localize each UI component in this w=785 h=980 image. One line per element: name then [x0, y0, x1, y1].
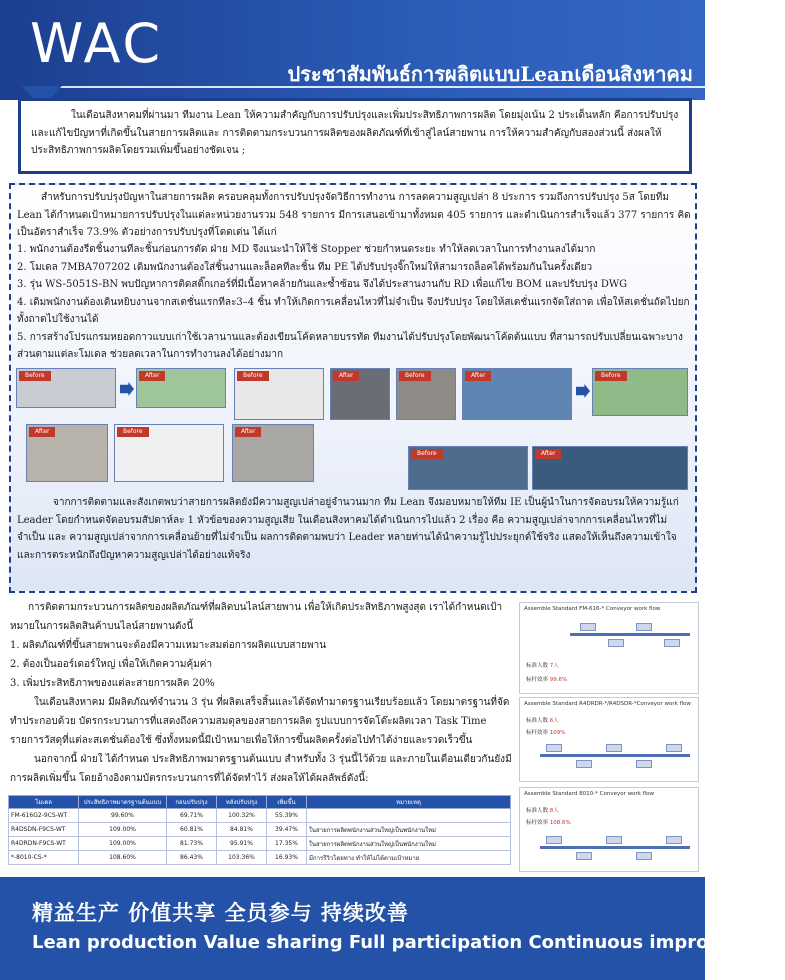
conveyor-goal-2: 2. ต้องเป็นออร์เดอร์ใหญ่ เพื่อให้เกิดความคุ้มค่า: [10, 659, 213, 670]
sop-value: 7人: [549, 663, 559, 669]
cell: 86.43%: [167, 851, 217, 865]
sop-flow-chart-3: [519, 787, 699, 872]
sop-flow-chart-1: [519, 602, 699, 694]
sop-efficiency: [526, 818, 571, 826]
sop-value: 99.6%: [549, 677, 568, 683]
cell: มีการรีวิวโดยทาง ทำให้ไม่ได้ตามเป้าหมาย: [307, 851, 511, 865]
sop-headcount: [526, 661, 559, 669]
improvement-item-5: 5. การสร้างโปรแกรมหยอดกาวแบบเก่าใช้เวลานานและต้องเขียนโค้ดหลายบรรทัด ทีมงานได้ปรับปรุงโดยพัฒนาโค้ดต้นแบบ ที่สามารถปรับเปลี่ยนเฉพาะบางส่วนตามแต่ละโมเดล ช่วยลดเวลาในการทำงานลงได้อย่างมาก: [17, 331, 683, 360]
sop-efficiency: [526, 675, 567, 683]
cell: [307, 809, 511, 823]
sop-flow-chart-2: [519, 697, 699, 782]
table-row: [9, 809, 511, 823]
sop-value: 8人: [549, 808, 559, 814]
cell: 84.81%: [217, 823, 267, 837]
improvement-item-1: 1. พนักงานต้องรีดชิ้นงานทีละชิ้นก่อนการตัด ฝ่าย MD จึงแนะนำให้ใช้ Stopper ช่วยกำหนดระยะ ทำให้ลดเวลาในการทำงานลงได้มาก: [17, 244, 596, 255]
table-row: [9, 851, 511, 865]
station: [636, 852, 652, 860]
cell: ในสายการผลิตพนักงานส่วนใหญ่เป็นพนักงานใหม่: [307, 837, 511, 851]
improvement-item-2: 2. โมเดล 7MBA707202 เดิมพนักงานต้องใส่ชิ้นงานและล็อคทีละชิ้น ทีม PE ได้ปรับปรุงจิ๊กใหม่ให้สามารถล็อคได้พร้อมกันในครั้งเดียว: [17, 261, 593, 273]
wac-logo: WAC: [30, 12, 164, 75]
footer-slogan-english: Lean production Value sharing Full participation Continuous improvement: [32, 932, 785, 953]
arrow-icon: [120, 382, 134, 396]
photo-11: [408, 446, 528, 490]
improvement-item-4: 4. เดิมพนักงานต้องเดินหยิบงานจากสเตชั่นแรกทีละ3–4 ชิ้น ทำให้เกิดการเคลื่อนไหวที่ไม่จำเป็น จึงปรับปรุง โดยให้สเตชั่นแรกจัดใส่ถาด เพื่อให้สเตชั่นถัดไปยกทั้งถาดไปใช้งานได้: [17, 296, 690, 325]
photo-tag: After: [235, 427, 261, 437]
station: [664, 639, 680, 647]
cell: R4DSDN-F9CS-WT: [9, 823, 79, 837]
cell: 39.47%: [267, 823, 307, 837]
conveyor-goal-1: 1. ผลิตภัณฑ์ที่ขึ้นสายพานจะต้องมีความเหมาะสมต่อการผลิตแบบสายพาน: [10, 640, 327, 651]
conveyor-line: [540, 846, 690, 849]
conveyor-section: [10, 598, 515, 788]
footer-slogan-chinese: 精益生产 价值共享 全员参与 持续改善: [32, 901, 409, 925]
before-after-photos: [16, 368, 692, 488]
photo-3: [234, 368, 324, 420]
photo-tag: Before: [117, 427, 149, 437]
table-row: [9, 837, 511, 851]
station: [546, 836, 562, 844]
table-header-row: [9, 796, 511, 809]
photo-1: [16, 368, 116, 408]
cell: 81.73%: [167, 837, 217, 851]
sop-title: Assemble Standard R4DRDR-*/R4DSDR-*Conveyor work flow: [524, 701, 691, 707]
station: [666, 836, 682, 844]
sop-label: 标杆效率: [526, 677, 549, 683]
sop-label: 标杆效率: [526, 820, 549, 826]
footer-banner: [0, 877, 785, 980]
photo-tag: Before: [411, 449, 443, 459]
station: [576, 852, 592, 860]
table-row: [9, 823, 511, 837]
improvement-item-3: 3. รุ่น WS-5051S-BN พบปัญหาการติดสติ๊กเกอร์ที่มีเนื้อหาคล้ายกันและซ้ำซ้อน จึงได้ประสานงานกับ RD เพื่อแก้ไข BOM และปรับปรุง DWG: [17, 279, 628, 290]
cell: 55.39%: [267, 809, 307, 823]
training-paragraph: จากการติดตามและสังเกตพบว่าสายการผลิตยังมีความสูญเปล่าอยู่จำนวนมาก ทีม Lean จึงมอบหมายให้ทีม IE เป็นผู้นำในการจัดอบรมให้ความรู้แก่ Leader โดยกำหนดจัดอบรมสัปดาห์ละ 1 หัวข้อของความสูญเสีย ในเดือนสิงหาคมได้ดำเนินการไปแล้ว 2 เรื่อง คือ ความสูญเปล่าจากการเคลื่อนไหวที่ไม่จำเป็น และ ความสูญเปล่าจากการเคลื่อนย้ายที่ไม่จำเป็น ผลการติดตามพบว่า Leader หลายท่านได้นำความรู้ไปประยุกต์ใช้จริง แสดงให้เห็นถึงความเข้าใจและการตระหนักถึงปัญหาความสูญเปล่าได้อย่างแท้จริง: [17, 497, 679, 561]
station: [666, 744, 682, 752]
photo-tag: Before: [399, 371, 431, 381]
sop-efficiency: [526, 728, 566, 736]
photo-2: [136, 368, 226, 408]
cell: 95.91%: [217, 837, 267, 851]
header-divider: [60, 86, 705, 88]
photo-tag: After: [29, 427, 55, 437]
page-title: ประชาสัมพันธ์การผลิตแบบLeanเดือนสิงหาคม: [287, 62, 693, 86]
cell: FM-616G2-9CS-WT: [9, 809, 79, 823]
sop-value: 108.6%: [549, 820, 571, 826]
sop-label: 标杆效率: [526, 730, 549, 736]
photo-8: [26, 424, 108, 482]
col-after: หลังปรับปรุง: [217, 796, 267, 809]
conveyor-intro: การติดตามกระบวนการผลิตของผลิตภัณฑ์ที่ผลิตบนไลน์สายพาน เพื่อให้เกิดประสิทธิภาพสูงสุด เราได้กำหนดเป้าหมายในการผลิตสินค้าบนไลน์สายพานดังนี้: [10, 602, 503, 632]
intro-box: [18, 98, 692, 174]
sop-title: Assemble Standard 8010-* Conveyor work flow: [524, 791, 654, 797]
photo-9: [114, 424, 224, 482]
arrow-icon: [576, 384, 590, 398]
photo-tag: After: [465, 371, 491, 381]
cell: ในสายการผลิตพนักงานส่วนใหญ่เป็นพนักงานใหม่: [307, 823, 511, 837]
cell: 109.00%: [79, 823, 167, 837]
cell: R4DRDN-F9CS-WT: [9, 837, 79, 851]
station: [636, 760, 652, 768]
col-standard: ประสิทธิภาพมาตรฐานต้นแบบ: [79, 796, 167, 809]
sop-label: 标准人数: [526, 663, 549, 669]
photo-tag: After: [535, 449, 561, 459]
col-before: ก่อนปรับปรุง: [167, 796, 217, 809]
col-increase: เพิ่มขึ้น: [267, 796, 307, 809]
sop-headcount: [526, 806, 559, 814]
sop-value: 109%: [549, 730, 566, 736]
station: [546, 744, 562, 752]
sop-headcount: [526, 716, 559, 724]
improvement-paragraph: สำหรับการปรับปรุงปัญหาในสายการผลิต ครอบคลุมทั้งการปรับปรุงจัดวิธีการทำงาน การลดความสูญเปล่า 8 ประการ รวมถึงการปรับปรุง 5ส โดยทีม Lean ได้กำหนดเป้าหมายการปรับปรุงในแต่ละหน่วยงานรวม 548 รายการ มีการเสนอเข้ามาทั้งหมด 405 รายการ และดำเนินการสำเร็จแล้ว 377 รายการ คิดเป็นอัตราสำเร็จ 73.9% ตัวอย่างการปรับปรุงที่โดดเด่น ได้แก่: [17, 192, 691, 238]
photo-tag: After: [333, 371, 359, 381]
photo-4: [330, 368, 390, 420]
sop-label: 标准人数: [526, 718, 549, 724]
station: [636, 623, 652, 631]
cell: 103.36%: [217, 851, 267, 865]
col-model: โมเดล: [9, 796, 79, 809]
station: [608, 639, 624, 647]
sop-value: 6人: [549, 718, 559, 724]
photo-tag: Before: [237, 371, 269, 381]
sop-label: 标准人数: [526, 808, 549, 814]
cell: *-8010-CS-*: [9, 851, 79, 865]
cell: 108.60%: [79, 851, 167, 865]
conveyor-goal-3: 3. เพิ่มประสิทธิภาพของแต่ละสายการผลิต 20%: [10, 678, 215, 689]
photo-6: [462, 368, 572, 420]
cell: 109.00%: [79, 837, 167, 851]
cell: 16.93%: [267, 851, 307, 865]
photo-7: [592, 368, 688, 416]
results-table: [8, 795, 511, 865]
intro-text: ในเดือนสิงหาคมที่ผ่านมา ทีมงาน Lean ให้ความสำคัญกับการปรับปรุงและเพิ่มประสิทธิภาพการผลิต โดยมุ่งเน้น 2 ประเด็นหลัก คือการปรับปรุงและแก้ไขปัญหาที่เกิดขึ้นในสายการผลิตและ การติดตามกระบวนการผลิตของผลิตภัณฑ์ที่เข้าสู่ไลน์สายพาน การให้ความสำคัญกับสองส่วนนี้ ส่งผลให้ประสิทธิภาพการผลิตโดยรวมเพิ่มขึ้นอย่างชัดเจน ;: [31, 110, 679, 156]
conveyor-line: [570, 633, 690, 636]
photo-12: [532, 446, 688, 490]
photo-tag: Before: [595, 371, 627, 381]
conveyor-paragraph-2: ในเดือนสิงหาคม มีผลิตภัณฑ์จำนวน 3 รุ่น ที่ผลิตเสร็จสิ้นและได้จัดทำมาตรฐานเรียบร้อยแล้ว โดยมาตรฐานที่จัดทำประกอบด้วย บัตรกระบวนการที่แสดงถึงความสมดุลของสายการผลิต รูปแบบการจัดโต๊ะผลิตเวลา Task Time รายการวัสดุที่แต่ละสเตชั่นต้องใช้ ซึ่งทั้งหมดนี้มีเป้าหมายเพื่อให้การขึ้นผลิตครั้งต่อไปทำได้ง่ายและรวดเร็วขึ้น: [10, 697, 510, 746]
station: [606, 836, 622, 844]
sop-title: Assemble Standard FM-616-* Conveyor work flow: [524, 606, 661, 612]
station: [576, 760, 592, 768]
cell: 99.60%: [79, 809, 167, 823]
conveyor-paragraph-3: นอกจากนี้ ฝ่ายใ ได้กำหนด ประสิทธิภาพมาตรฐานต้นแบบ สำหรับทั้ง 3 รุ่นนี้ไว้ด้วย และภายในเดือนเดียวกันยังมีการผลิตเพิ่มขึ้น โดยอ้างอิงตามบัตรกระบวนการที่ได้จัดทำไว้ ส่งผลให้ได้ผลลัพธ์ดังนี้:: [10, 754, 512, 784]
col-remark: หมายเหตุ: [307, 796, 511, 809]
cell: 100.32%: [217, 809, 267, 823]
station: [606, 744, 622, 752]
photo-tag: Before: [19, 371, 51, 381]
cell: 60.81%: [167, 823, 217, 837]
cell: 17.35%: [267, 837, 307, 851]
photo-10: [232, 424, 314, 482]
station: [580, 623, 596, 631]
cell: 69.71%: [167, 809, 217, 823]
improvement-list: [17, 241, 693, 364]
header-banner: [0, 0, 705, 100]
photo-tag: After: [139, 371, 165, 381]
photo-5: [396, 368, 456, 420]
conveyor-line: [540, 754, 690, 757]
